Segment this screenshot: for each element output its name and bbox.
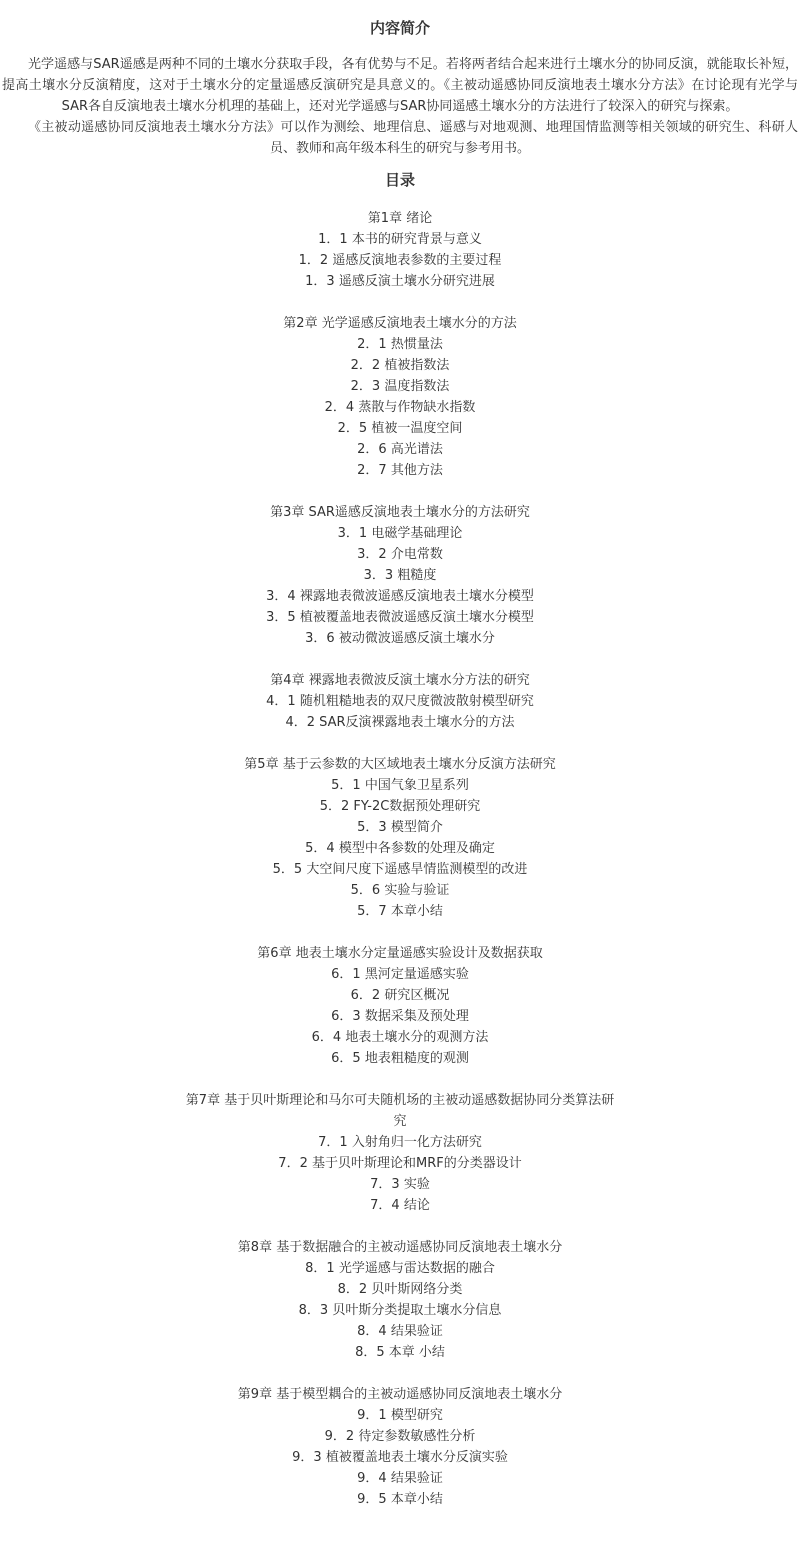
section-entry: 1．3 遥感反演土壤水分研究进展 bbox=[305, 274, 495, 289]
section-entry: 5．4 模型中各参数的处理及确定 bbox=[305, 841, 495, 856]
section-entry: 2．5 植被一温度空间 bbox=[337, 421, 463, 436]
section-entry: 5．3 模型简介 bbox=[357, 820, 443, 835]
section-entry: 5．2 FY-2C数据预处理研究 bbox=[319, 799, 481, 814]
section-entry: 5．6 实验与验证 bbox=[350, 883, 450, 898]
section-entry: 3．1 电磁学基础理论 bbox=[337, 526, 463, 541]
section-entry: 6．1 黑河定量遥感实验 bbox=[331, 967, 469, 982]
chapter-title: 第6章 地表土壤水分定量遥感实验设计及数据获取 bbox=[257, 946, 543, 961]
chapter-title: 第7章 基于贝叶斯理论和马尔可夫随机场的主被动遥感数据协同分类算法研究 bbox=[185, 1093, 615, 1129]
toc-chapter bbox=[2, 502, 798, 649]
section-entry: 9．2 待定参数敏感性分析 bbox=[324, 1429, 476, 1444]
section-entry: 1．2 遥感反演地表参数的主要过程 bbox=[298, 253, 502, 268]
section-entry: 7．2 基于贝叶斯理论和MRF的分类器设计 bbox=[278, 1156, 522, 1171]
section-entry: 2．6 高光谱法 bbox=[357, 442, 443, 457]
section-entry: 9．4 结果验证 bbox=[357, 1471, 443, 1486]
toc-chapter bbox=[2, 670, 798, 733]
section-entry: 8．4 结果验证 bbox=[357, 1324, 443, 1339]
section-entry: 5．1 中国气象卫星系列 bbox=[331, 778, 469, 793]
section-entry: 2．2 植被指数法 bbox=[350, 358, 450, 373]
section-entry: 6．4 地表土壤水分的观测方法 bbox=[311, 1030, 489, 1045]
section-entry: 2．1 热惯量法 bbox=[357, 337, 443, 352]
section-entry: 3．2 介电常数 bbox=[357, 547, 443, 562]
toc-chapter bbox=[2, 1090, 798, 1216]
section-entry: 8．5 本章 小结 bbox=[355, 1345, 445, 1360]
section-entry: 7．1 入射角归一化方法研究 bbox=[318, 1135, 482, 1150]
chapter-title: 第8章 基于数据融合的主被动遥感协同反演地表土壤水分 bbox=[237, 1240, 563, 1255]
section-entry: 9．5 本章小结 bbox=[357, 1492, 443, 1507]
toc-chapter bbox=[2, 208, 798, 292]
section-entry: 8．1 光学遥感与雷达数据的融合 bbox=[305, 1261, 495, 1276]
section-entry: 2．7 其他方法 bbox=[357, 463, 443, 478]
intro-heading: 内容简介 bbox=[369, 19, 430, 37]
section-entry: 8．2 贝叶斯网络分类 bbox=[337, 1282, 463, 1297]
section-entry: 3．6 被动微波遥感反演土壤水分 bbox=[305, 631, 495, 646]
chapter-title: 第9章 基于模型耦合的主被动遥感协同反演地表土壤水分 bbox=[237, 1387, 563, 1402]
intro-section bbox=[2, 54, 798, 159]
section-entry: 1．1 本书的研究背景与意义 bbox=[318, 232, 482, 247]
section-entry: 3．3 粗糙度 bbox=[363, 568, 437, 583]
section-entry: 6．2 研究区概况 bbox=[350, 988, 450, 1003]
toc-chapter bbox=[2, 313, 798, 481]
section-entry: 9．1 模型研究 bbox=[357, 1408, 443, 1423]
section-entry: 5．5 大空间尺度下遥感旱情监测模型的改进 bbox=[272, 862, 528, 877]
section-entry: 5．7 本章小结 bbox=[357, 904, 443, 919]
section-entry: 4．2 SAR反演裸露地表土壤水分的方法 bbox=[285, 715, 515, 730]
chapter-title: 第3章 SAR遥感反演地表土壤水分的方法研究 bbox=[270, 505, 530, 520]
toc-chapter bbox=[2, 1384, 798, 1510]
chapter-title: 第1章 绪论 bbox=[367, 211, 433, 226]
section-entry: 3．4 裸露地表微波遥感反演地表土壤水分模型 bbox=[266, 589, 534, 604]
section-entry: 6．5 地表粗糙度的观测 bbox=[331, 1051, 469, 1066]
section-entry: 8．3 贝叶斯分类提取土壤水分信息 bbox=[298, 1303, 502, 1318]
chapter-title: 第5章 基于云参数的大区域地表土壤水分反演方法研究 bbox=[244, 757, 556, 772]
section-entry: 3．5 植被覆盖地表微波遥感反演土壤水分模型 bbox=[266, 610, 534, 625]
intro-paragraph: 《主被动遥感协同反演地表土壤水分方法》可以作为测绘、地理信息、遥感与对地观测、地理国情监测等相关领域的研究生、科研人员、教师和高年级本科生的研究与参考用书。 bbox=[28, 120, 798, 156]
toc-chapter bbox=[2, 943, 798, 1069]
toc-chapter bbox=[2, 1237, 798, 1363]
toc-chapter bbox=[2, 754, 798, 922]
chapter-title: 第2章 光学遥感反演地表土壤水分的方法 bbox=[283, 316, 517, 331]
table-of-contents bbox=[2, 208, 798, 1510]
section-entry: 7．3 实验 bbox=[370, 1177, 430, 1192]
section-entry: 9．3 植被覆盖地表土壤水分反演实验 bbox=[292, 1450, 508, 1465]
section-entry: 7．4 结论 bbox=[370, 1198, 430, 1213]
toc-heading: 目录 bbox=[384, 171, 415, 189]
section-entry: 6．3 数据采集及预处理 bbox=[331, 1009, 469, 1024]
section-entry: 4．1 随机粗糙地表的双尺度微波散射模型研究 bbox=[266, 694, 534, 709]
section-entry: 2．3 温度指数法 bbox=[350, 379, 450, 394]
chapter-title: 第4章 裸露地表微波反演土壤水分方法的研究 bbox=[270, 673, 530, 688]
section-entry: 2．4 蒸散与作物缺水指数 bbox=[324, 400, 476, 415]
intro-paragraph: 光学遥感与SAR遥感是两种不同的土壤水分获取手段，各有优势与不足。若将两者结合起来进行土壤水分的协同反演，就能取长补短，提高土壤水分反演精度，这对于土壤水分的定量遥感反演研究是具意义的。《主被动遥感协同反演地表土壤水分方法》在讨论现有光学与SAR各自反演地表土壤水分机理的基础上，还对光学遥感与SAR协同遥感土壤水分的方法进行了较深入的研究与探索。 bbox=[2, 57, 798, 114]
